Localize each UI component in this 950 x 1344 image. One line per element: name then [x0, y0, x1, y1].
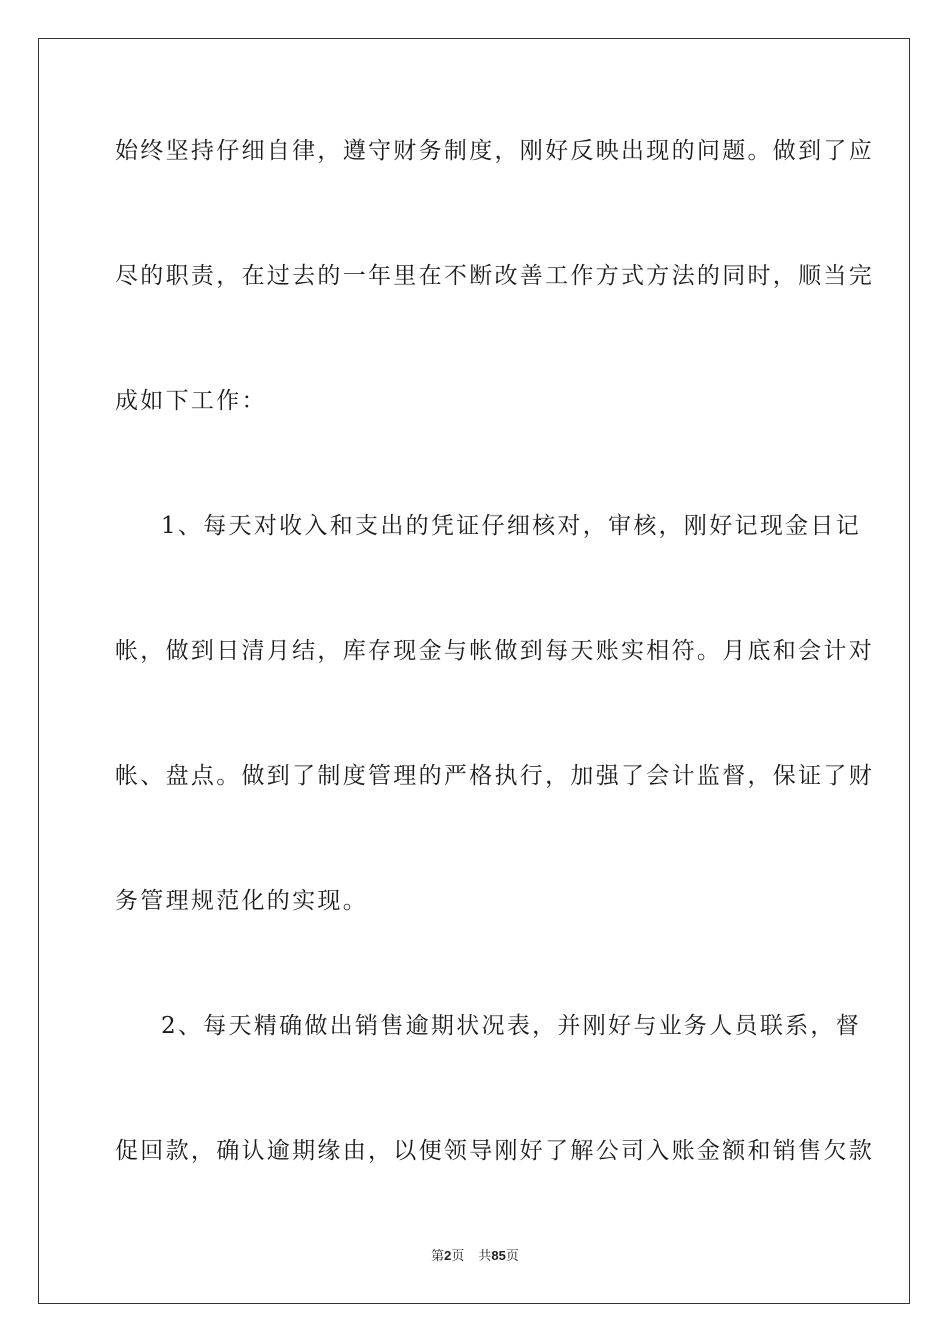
page-number: 2: [444, 1248, 452, 1263]
paragraph-line: 促回款，确认逾期缘由，以便领导刚好了解公司入账金额和销售欠款: [115, 1138, 874, 1164]
paragraph-line: 成如下工作：: [115, 388, 267, 414]
page-border: [38, 38, 910, 1304]
total-pages: 85: [491, 1248, 506, 1263]
paragraph-line: 1、每天对收入和支出的凭证仔细核对，审核，刚好记现金日记: [161, 513, 862, 539]
paragraph-line: 帐、盘点。做到了制度管理的严格执行，加强了会计监督，保证了财: [115, 763, 874, 789]
paragraph-line: 始终坚持仔细自律，遵守财务制度，刚好反映出现的问题。做到了应: [115, 138, 874, 164]
total-suffix: 页: [505, 1249, 519, 1264]
paragraph-line: 务管理规范化的实现。: [115, 888, 368, 914]
paragraph-line: 2、每天精确做出销售逾期状况表，并刚好与业务人员联系，督: [161, 1013, 862, 1039]
page-suffix: 页: [451, 1249, 465, 1264]
page-footer: [0, 1247, 950, 1266]
total-prefix: 共: [478, 1249, 492, 1264]
page-prefix: 第: [431, 1249, 445, 1264]
paragraph-line: 尽的职责，在过去的一年里在不断改善工作方式方法的同时，顺当完: [115, 263, 874, 289]
paragraph-line: 帐，做到日清月结，库存现金与帐做到每天账实相符。月底和会计对: [115, 638, 874, 664]
